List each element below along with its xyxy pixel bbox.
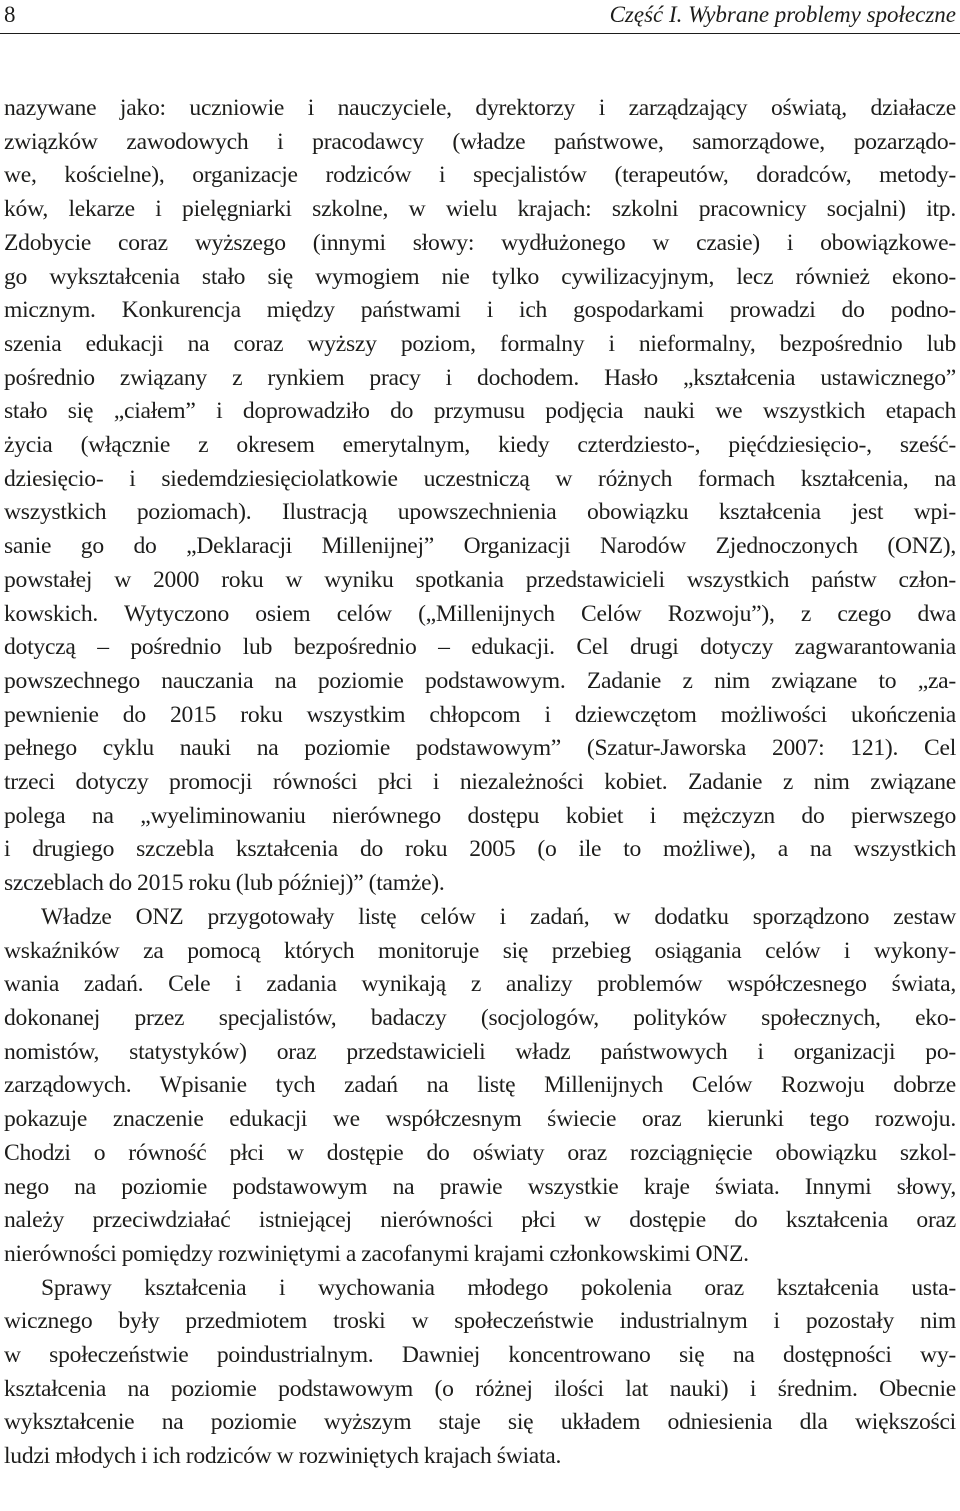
text-line: Zdobycie coraz wyższego (innymi słowy: wydłużonego w czasie) i obowiązkowe- [4, 229, 956, 256]
page-header [0, 0, 960, 32]
header-divider [0, 33, 960, 34]
paragraph [4, 901, 956, 1272]
text-line: życia (włącznie z okresem emerytalnym, kiedy czterdziesto-, pięćdziesięcio-, sześć- [4, 432, 956, 459]
text-line: wskaźników za pomocą których monitoruje się przebieg osiągania celów i wykony- [4, 937, 956, 964]
body-text [4, 92, 956, 1474]
text-line: stało się „ciałem” i doprowadziło do przymusu podjęcia nauki we wszystkich etapach [4, 398, 956, 425]
text-line: wania zadań. Cele i zadania wynikają z analizy problemów współczesnego świata, [4, 971, 956, 998]
running-title: Część I. Wybrane problemy społeczne [609, 2, 956, 27]
text-line: nierówności pomiędzy rozwiniętymi a zacofanymi krajami członkowskimi ONZ. [4, 1240, 749, 1267]
text-line: wykształcenie na poziomie wyższym staje się układem odniesienia dla większości [4, 1409, 956, 1436]
text-line: szenia edukacji na coraz wyższy poziom, formalny i nieformalny, bezpośrednio lub [4, 330, 956, 357]
text-line: pokazuje znaczenie edukacji we współczesnym świecie oraz kierunki tego rozwoju. [4, 1106, 956, 1133]
text-line: go wykształcenia stało się wymogiem nie tylko cywilizacyjnym, lecz również ekono- [4, 263, 956, 290]
text-line: sanie go do „Deklaracji Millenijnej” Organizacji Narodów Zjednoczonych (ONZ), [4, 533, 956, 560]
text-line: ludzi młodych i ich rodziców w rozwiniętych krajach świata. [4, 1443, 562, 1470]
text-line: w społeczeństwie poindustrialnym. Dawniej koncentrowano się na dostępności wy- [4, 1342, 956, 1369]
text-line: dokonanej przez specjalistów, badaczy (socjologów, polityków społecznych, eko- [4, 1004, 956, 1031]
text-line: we, kościelne), organizacje rodziców i specjalistów (terapeutów, doradców, metody- [4, 162, 956, 189]
text-line: nego na poziomie podstawowym na prawie wszystkie kraje świata. Innymi słowy, [4, 1173, 956, 1200]
text-line: pewnienie do 2015 roku wszystkim chłopcom i dziewczętom możliwości ukończenia [4, 701, 956, 728]
text-line: nazywane jako: uczniowie i nauczyciele, dyrektorzy i zarządzający oświatą, działacze [4, 95, 956, 121]
text-line: micznym. Konkurencja między państwami i ich gospodarkami prowadzi do podno- [4, 297, 956, 324]
text-line: pełnego cyklu nauki na poziomie podstawowym” (Szatur-Jaworska 2007: 121). Cel [4, 735, 956, 762]
text-line: związków zawodowych i pracodawcy (władze państwowe, samorządowe, pozarządo- [4, 128, 956, 155]
text-line: ków, lekarze i pielęgniarki szkolne, w wielu krajach: szkolni pracownicy socjalni) itp. [4, 196, 956, 223]
text-line: powszechnego nauczania na poziomie podstawowym. Zadanie z nim związane to „za- [4, 667, 956, 694]
text-line: kowskich. Wytyczono osiem celów („Millenijnych Celów Rozwoju”), z czego dwa [4, 600, 956, 627]
text-line: Chodzi o równość płci w dostępie do oświaty oraz rozciągnięcie obowiązku szkol- [4, 1139, 956, 1166]
paragraph [4, 92, 956, 901]
text-line: polega na „wyeliminowaniu nierównego dostępu kobiet i mężczyzn do pierwszego [4, 802, 956, 829]
text-line: dotyczą – pośrednio lub bezpośrednio – edukacji. Cel drugi dotyczy zagwarantowania [4, 634, 956, 661]
text-line: wicznego były przedmiotem troski w społeczeństwie industrialnym i pozostały nim [4, 1308, 956, 1335]
text-line: dziesięcio- i siedemdziesięciolatkowie uczestniczą w różnych formach kształcenia, na [4, 465, 956, 492]
text-line: kształcenia na poziomie podstawowym (o różnej ilości lat nauki) i średnim. Obecnie [4, 1375, 956, 1402]
text-line: Władze ONZ przygotowały listę celów i zadań, w dodatku sporządzono zestaw [41, 903, 956, 930]
text-line: i drugiego szczebla kształcenia do roku 2005 (o ile to możliwe), a na wszystkich [4, 836, 956, 863]
paragraph [4, 1272, 956, 1474]
text-line: szczeblach do 2015 roku (lub później)” (tamże). [4, 870, 445, 897]
text-line: nomistów, statystyków) oraz przedstawicieli władz państwowych i organizacji po- [4, 1038, 956, 1065]
text-line: powstałej w 2000 roku w wyniku spotkania przedstawicieli wszystkich państw człon- [4, 566, 956, 593]
text-line: należy przeciwdziałać istniejącej nierówności płci w dostępie do kształcenia oraz [4, 1207, 956, 1234]
text-line: pośrednio związany z rynkiem pracy i dochodem. Hasło „kształcenia ustawicznego” [4, 364, 956, 391]
text-line: wszystkich poziomach). Ilustracją upowszechnienia obowiązku kształcenia jest wpi- [4, 499, 956, 526]
text-line: trzeci dotyczy promocji równości płci i niezależności kobiet. Zadanie z nim związane [4, 769, 956, 796]
text-line: Sprawy kształcenia i wychowania młodego pokolenia oraz kształcenia usta- [41, 1274, 956, 1301]
page-number: 8 [4, 2, 16, 27]
text-line: zarządowych. Wpisanie tych zadań na listę Millenijnych Celów Rozwoju dobrze [4, 1072, 956, 1099]
